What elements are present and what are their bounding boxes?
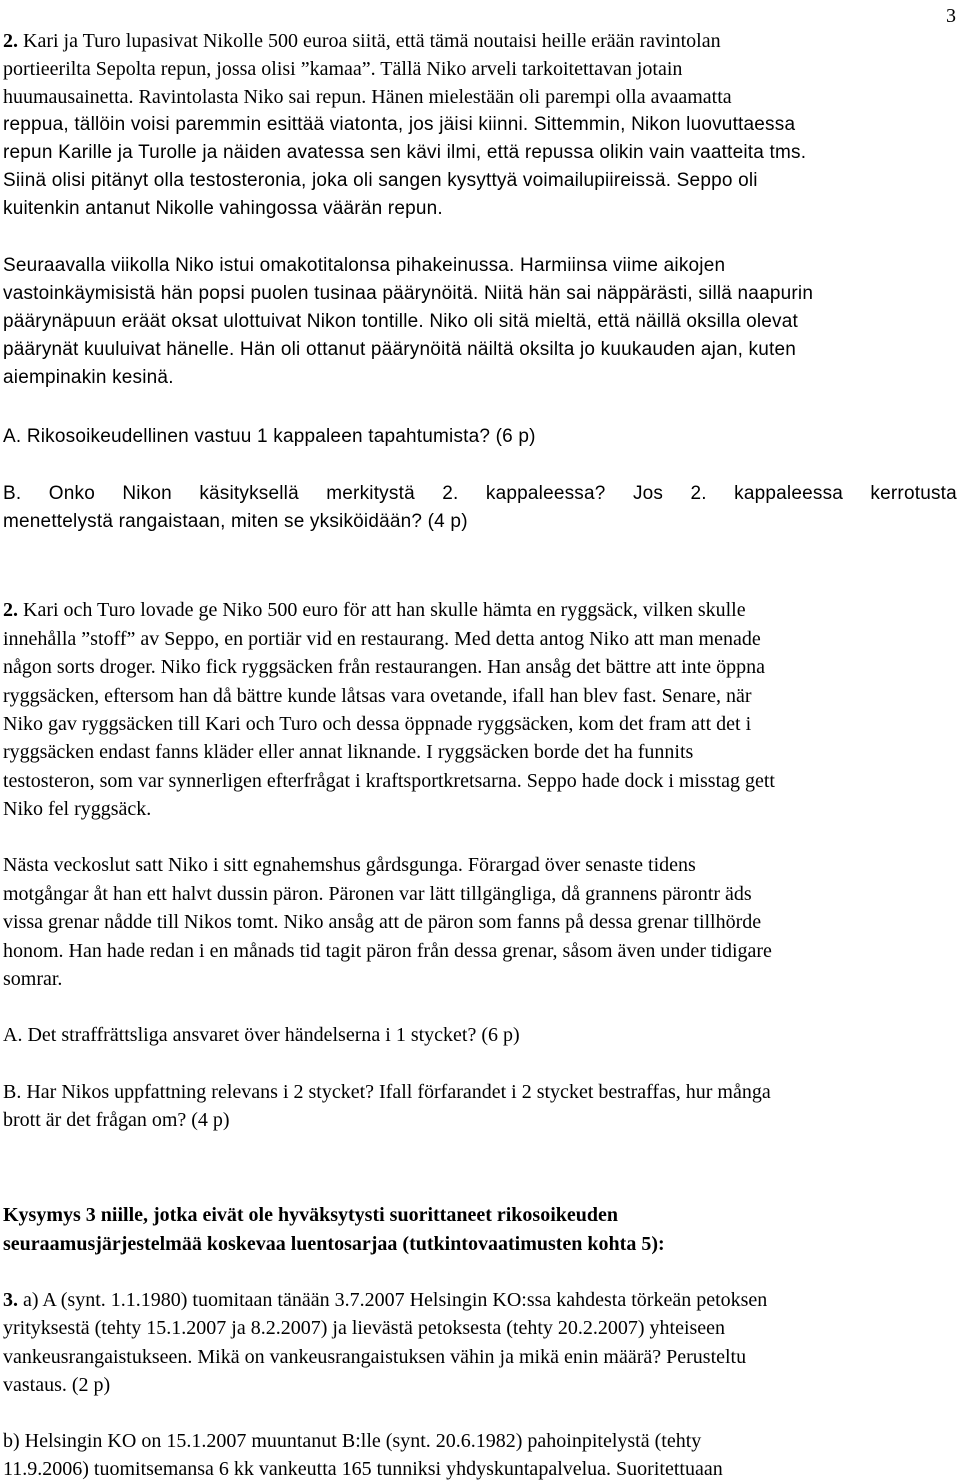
q2-sv-p2-line-2: motgångar åt han ett halvt dussin päron. Päronen var lätt tillgängliga, då grannens pärontr äds <box>3 883 752 905</box>
q2-fi-p2-line-1: Seuraavalla viikolla Niko istui omakotitalonsa pihakeinussa. Harmiinsa viime aikojen <box>3 255 726 276</box>
q2-fi-p2-line-2: vastoinkäymisistä hän popsi puolen tusinaa päärynöitä. Niitä hän sai näppärästi, sillä naapurin <box>3 283 814 304</box>
q2-fi-line-2: portieerilta Sepolta repun, jossa olisi ”kamaa”. Tällä Niko arveli tarkoitettavan jotain <box>3 58 683 80</box>
q2-sv-line-5: Niko gav ryggsäcken till Kari och Turo och dessa öppnade ryggsäcken, kom det fram att det i <box>3 713 752 735</box>
q2-sv-line-2: innehålla ”stoff” av Seppo, en portiär vid en restaurang. Med detta antog Niko att man menade <box>3 628 761 650</box>
q3-heading-line-1: Kysymys 3 niille, jotka eivät ole hyväksytysti suorittaneet rikosoikeuden <box>3 1204 619 1226</box>
q2-sv-question-a: A. Det straffrättsliga ansvaret över händelserna i 1 stycket? (6 p) <box>3 1024 520 1046</box>
q2-sv-question-b-line-2: brott är det frågan om? (4 p) <box>3 1109 230 1131</box>
q2-sv-line-1 <box>3 596 746 624</box>
q2-fi-number: 2. <box>3 30 18 52</box>
q3-a-line-3: vankeusrangaistukseen. Mikä on vankeusrangaistuksen vähin ja mikä enin määrä? Perusteltu <box>3 1346 747 1368</box>
word: B. <box>3 483 22 504</box>
word: kappaleessa? <box>485 483 606 504</box>
q2-sv-line-4: ryggsäcken, eftersom han då bättre kunde låtsas vara ovetande, ifall han blev fast. Senare, när <box>3 685 752 707</box>
q2-sv-line-7: testosteron, som var synnerligen efterfrågat i kraftsportkretsarna. Seppo hade dock i misstag gett <box>3 770 775 792</box>
q2-fi-p2-line-4: päärynät kuuluivat hänelle. Hän oli ottanut päärynöitä näiltä oksilta jo kuukauden ajan, kuten <box>3 339 797 360</box>
q3-b-line-1: b) Helsingin KO on 15.1.2007 muuntanut B:lle (synt. 20.6.1982) pahoinpitelystä (tehty <box>3 1430 702 1452</box>
q2-sv-line-6: ryggsäcken endast fanns kläder eller annat liknande. I ryggsäcken borde det ha funnits <box>3 741 694 763</box>
q2-fi-text: Kari ja Turo lupasivat Nikolle 500 euroa siitä, että tämä noutaisi heille erään ravintolan <box>18 30 721 52</box>
word: kappaleessa <box>734 483 844 504</box>
q3-heading-line-2: seuraamusjärjestelmää koskevaa luentosarjaa (tutkintovaatimusten kohta 5): <box>3 1233 665 1255</box>
q2-sv-text: Kari och Turo lovade ge Niko 500 euro för att han skulle hämta en ryggsäck, vilken skulle <box>18 599 746 621</box>
q3-number: 3. <box>3 1289 18 1311</box>
q2-fi-question-a: A. Rikosoikeudellinen vastuu 1 kappaleen tapahtumista? (6 p) <box>3 426 536 447</box>
q2-fi-line-1 <box>3 27 721 55</box>
word: merkitystä <box>326 483 415 504</box>
q2-fi-line-7: kuitenkin antanut Nikolle vahingossa väärän repun. <box>3 198 443 219</box>
q2-sv-p2-line-4: honom. Han hade redan i en månads tid tagit päron från dessa grenar, såsom även under tidigare <box>3 940 772 962</box>
q3-a-line-2: yrityksestä (tehty 15.1.2007 ja 8.2.2007) ja lievästä petoksesta (tehty 20.2.2007) yhteiseen <box>3 1317 726 1339</box>
q2-fi-p2-line-3: päärynäpuun eräät oksat ulottuivat Nikon tontille. Niko oli sitä mieltä, että näillä oksilla olevat <box>3 311 798 332</box>
q2-sv-line-8: Niko fel ryggsäck. <box>3 798 152 820</box>
word: Nikon <box>122 483 172 504</box>
word: 2. <box>690 483 707 504</box>
word: Jos <box>632 483 664 504</box>
q2-fi-line-6: Siinä olisi pitänyt olla testosteronia, joka oli sangen kysyttyä voimailupiireissä. Seppo oli <box>3 170 758 191</box>
q2-sv-p2-line-5: somrar. <box>3 968 63 990</box>
q2-fi-question-b-line-2: menettelystä rangaistaan, miten se yksiköidään? (4 p) <box>3 511 468 532</box>
q2-sv-line-3: någon sorts droger. Niko fick ryggsäcken från restaurangen. Han ansåg det bättre att inte öppna <box>3 656 765 678</box>
word: Onko <box>48 483 95 504</box>
page-number: 3 <box>946 5 956 27</box>
q2-fi-line-4: reppua, tällöin voisi paremmin esittää viatonta, jos jäisi kiinni. Sittemmin, Nikon luovuttaessa <box>3 114 796 135</box>
q2-fi-p2-line-5: aiempinakin kesinä. <box>3 367 174 388</box>
q2-sv-number: 2. <box>3 599 18 621</box>
q2-fi-question-b-line-1 <box>3 480 957 508</box>
word: 2. <box>442 483 459 504</box>
q3-a-text: a) A (synt. 1.1.1980) tuomitaan tänään 3.7.2007 Helsingin KO:ssa kahdesta törkeän petoksen <box>18 1289 768 1311</box>
q2-fi-line-5: repun Karille ja Turolle ja näiden avatessa sen kävi ilmi, että repussa olikin vain vaatteita tms. <box>3 142 807 163</box>
q2-sv-p2-line-3: vissa grenar nådde till Nikos tomt. Niko ansåg att de päron som fanns på dessa grenar tillhörde <box>3 911 762 933</box>
q3-b-line-2: 11.9.2006) tuomitsemansa 6 kk vankeutta 165 tunniksi yhdyskuntapalvelua. Suoritettuaan <box>3 1458 723 1480</box>
q3-a-line-1 <box>3 1286 767 1314</box>
q3-a-line-4: vastaus. (2 p) <box>3 1374 111 1396</box>
word: käsityksellä <box>199 483 299 504</box>
q2-sv-question-b-line-1: B. Har Nikos uppfattning relevans i 2 stycket? Ifall förfarandet i 2 stycket bestraffas, hur många <box>3 1081 771 1103</box>
q2-fi-line-3: huumausainetta. Ravintolasta Niko sai repun. Hänen mielestään oli parempi olla avaamatta <box>3 86 732 108</box>
word: kerrotusta <box>870 483 957 504</box>
q2-sv-p2-line-1: Nästa veckoslut satt Niko i sitt egnahemshus gårdsgunga. Förargad över senaste tidens <box>3 854 696 876</box>
